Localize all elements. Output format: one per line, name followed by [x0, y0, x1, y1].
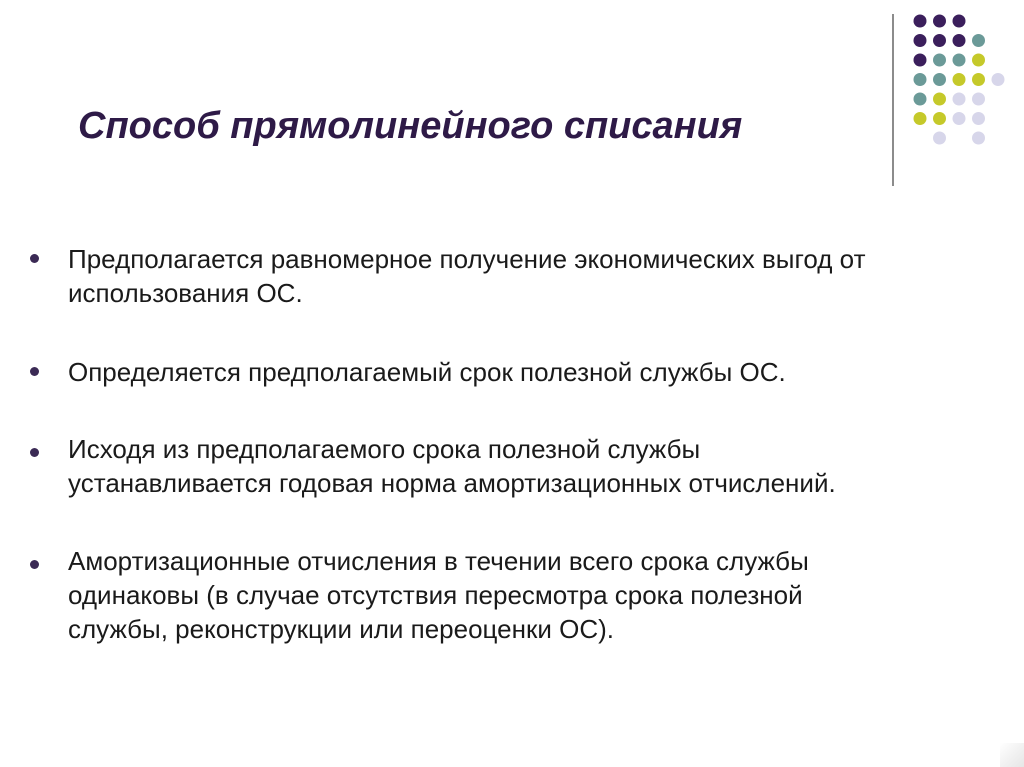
bullet-marker: [30, 448, 39, 457]
bullet-item-uniform-benefits: Предполагается равномерное получение экономических выгод от использования ОС.: [68, 244, 866, 308]
bullet-marker: [30, 254, 39, 263]
bullet-marker: [30, 560, 39, 569]
bullet-marker: [30, 367, 39, 376]
page-curl-corner: [1000, 743, 1024, 767]
bullet-item-equal-charges: Амортизационные отчисления в течении всего срока службы одинаковы (в случае отсутствия пересмотра срока полезной службы, реконструкции или переоценки ОС).: [68, 546, 809, 644]
bullet-item-useful-life: Определяется предполагаемый срок полезной службы ОС.: [68, 357, 786, 387]
slide-title: Способ прямолинейного списания: [78, 105, 743, 147]
bullet-item-annual-rate: Исходя из предполагаемого срока полезной службы устанавливается годовая норма амортизационных отчислений.: [68, 434, 836, 498]
